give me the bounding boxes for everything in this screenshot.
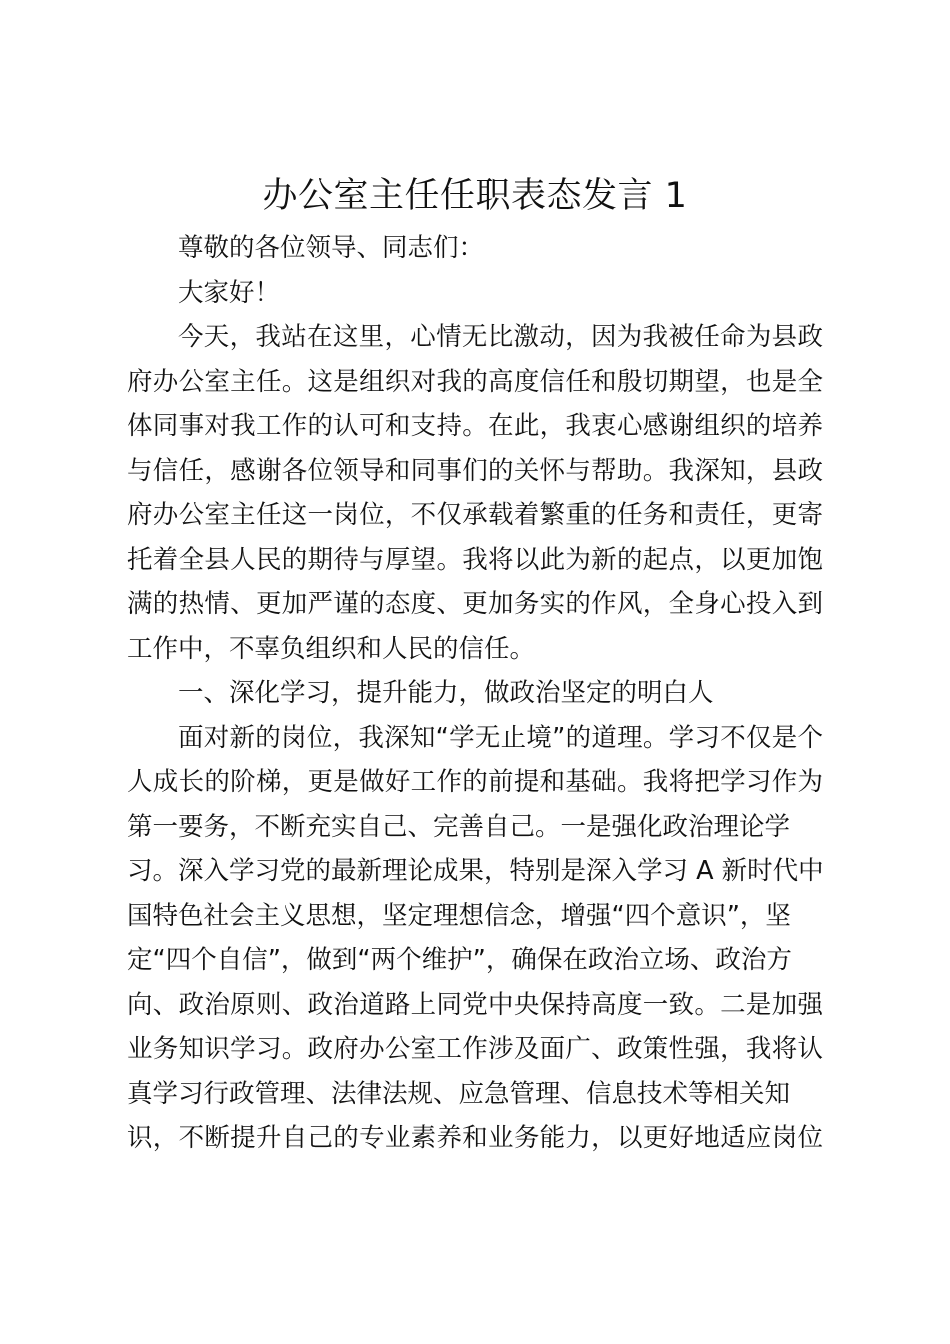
paragraph-line: 习。深入学习党的最新理论成果，特别是深入学习 A 新时代中 — [127, 856, 824, 886]
paragraph-line: 定“四个自信”，做到“两个维护”，确保在政治立场、政治方 — [127, 945, 792, 975]
paragraph-line: 识，不断提升自己的专业素养和业务能力，以更好地适应岗位 — [127, 1123, 823, 1153]
paragraph-line: 府办公室主任。这是组织对我的高度信任和殷切期望，也是全 — [127, 366, 823, 397]
paragraph-line: 面对新的岗位，我深知“学无止境”的道理。学习不仅是个 — [178, 722, 823, 753]
document-title: 办公室主任任职表态发言 1 — [262, 176, 688, 216]
paragraph-line: 国特色社会主义思想，坚定理想信念，增强“四个意识”，坚 — [127, 900, 791, 931]
document-body — [127, 226, 823, 1161]
salutation: 尊敬的各位领导、同志们： — [178, 233, 485, 263]
paragraph-line: 第一要务，不断充实自己、完善自己。一是强化政治理论学 — [127, 811, 791, 842]
paragraph-line: 业务知识学习。政府办公室工作涉及面广、政策性强，我将认 — [127, 1034, 823, 1064]
paragraph-line: 向、政治原则、政治道路上同党中央保持高度一致。二是加强 — [127, 989, 823, 1020]
paragraph-line: 今天，我站在这里，心情无比激动，因为我被任命为县政 — [178, 322, 823, 352]
paragraph-line: 府办公室主任这一岗位，不仅承载着繁重的任务和责任，更寄 — [127, 500, 823, 530]
paragraph-line: 工作中，不辜负组织和人民的信任。 — [127, 633, 536, 664]
paragraph-line: 真学习行政管理、法律法规、应急管理、信息技术等相关知 — [127, 1078, 791, 1109]
paragraph-line: 满的热情、更加严谨的态度、更加务实的作风，全身心投入到 — [127, 589, 823, 619]
paragraph-line: 与信任，感谢各位领导和同事们的关怀与帮助。我深知，县政 — [127, 455, 823, 486]
section-heading: 一、深化学习，提升能力，做政治坚定的明白人 — [178, 678, 714, 708]
paragraph-line: 体同事对我工作的认可和支持。在此，我衷心感谢组织的培养 — [127, 411, 823, 441]
paragraph-line: 人成长的阶梯，更是做好工作的前提和基础。我将把学习作为 — [127, 767, 823, 797]
paragraph-line: 托着全县人民的期待与厚望。我将以此为新的起点，以更加饱 — [127, 544, 823, 575]
greeting: 大家好！ — [178, 277, 281, 308]
